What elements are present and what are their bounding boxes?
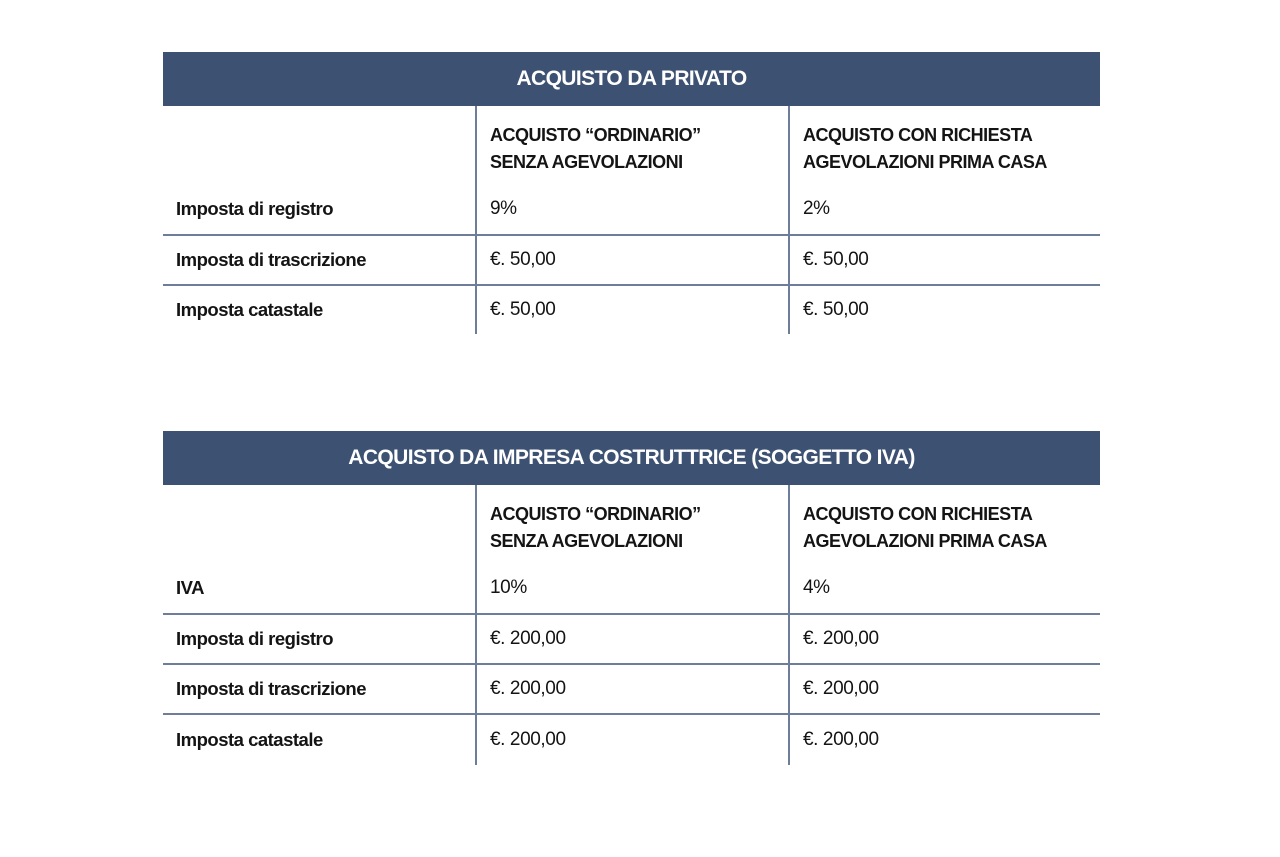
row-label: Imposta di registro: [176, 198, 334, 219]
table-title: ACQUISTO DA IMPRESA COSTRUTTRICE (SOGGETTO IVA): [163, 431, 1100, 485]
value-prima-casa: €. 200,00: [788, 665, 1100, 713]
value-ordinario: 9%: [475, 184, 788, 234]
value-ordinario: €. 50,00: [475, 286, 788, 334]
column-header-row: [163, 485, 1100, 563]
table-acquisto-da-impresa: [163, 431, 1100, 765]
table-row: [163, 713, 1100, 765]
table-row: [163, 234, 1100, 284]
empty-header-cell: [163, 485, 475, 563]
column-header-row: [163, 106, 1100, 184]
column-header-prima-casa: ACQUISTO CON RICHIESTA AGEVOLAZIONI PRIMA CASA: [788, 106, 1100, 184]
value-prima-casa: €. 50,00: [788, 286, 1100, 334]
column-header-prima-casa: ACQUISTO CON RICHIESTA AGEVOLAZIONI PRIMA CASA: [788, 485, 1100, 563]
table-row: [163, 663, 1100, 713]
row-label: Imposta catastale: [176, 299, 323, 320]
row-label: IVA: [176, 577, 204, 598]
table-row: [163, 284, 1100, 334]
table-row: [163, 613, 1100, 663]
column-header-ordinario: ACQUISTO “ORDINARIO” SENZA AGEVOLAZIONI: [475, 106, 788, 184]
value-prima-casa: €. 200,00: [788, 715, 1100, 765]
value-ordinario: €. 200,00: [475, 665, 788, 713]
value-prima-casa: 2%: [788, 184, 1100, 234]
value-ordinario: €. 200,00: [475, 615, 788, 663]
value-ordinario: €. 50,00: [475, 236, 788, 284]
value-prima-casa: €. 200,00: [788, 615, 1100, 663]
value-prima-casa: 4%: [788, 563, 1100, 613]
table-row: [163, 184, 1100, 234]
row-label: Imposta di registro: [176, 628, 334, 649]
value-ordinario: 10%: [475, 563, 788, 613]
table-row: [163, 563, 1100, 613]
column-header-ordinario: ACQUISTO “ORDINARIO” SENZA AGEVOLAZIONI: [475, 485, 788, 563]
empty-header-cell: [163, 106, 475, 184]
row-label: Imposta di trascrizione: [176, 249, 366, 270]
table-title: ACQUISTO DA PRIVATO: [163, 52, 1100, 106]
value-ordinario: €. 200,00: [475, 715, 788, 765]
value-prima-casa: €. 50,00: [788, 236, 1100, 284]
row-label: Imposta di trascrizione: [176, 678, 366, 699]
table-acquisto-da-privato: [163, 52, 1100, 334]
row-label: Imposta catastale: [176, 729, 323, 750]
